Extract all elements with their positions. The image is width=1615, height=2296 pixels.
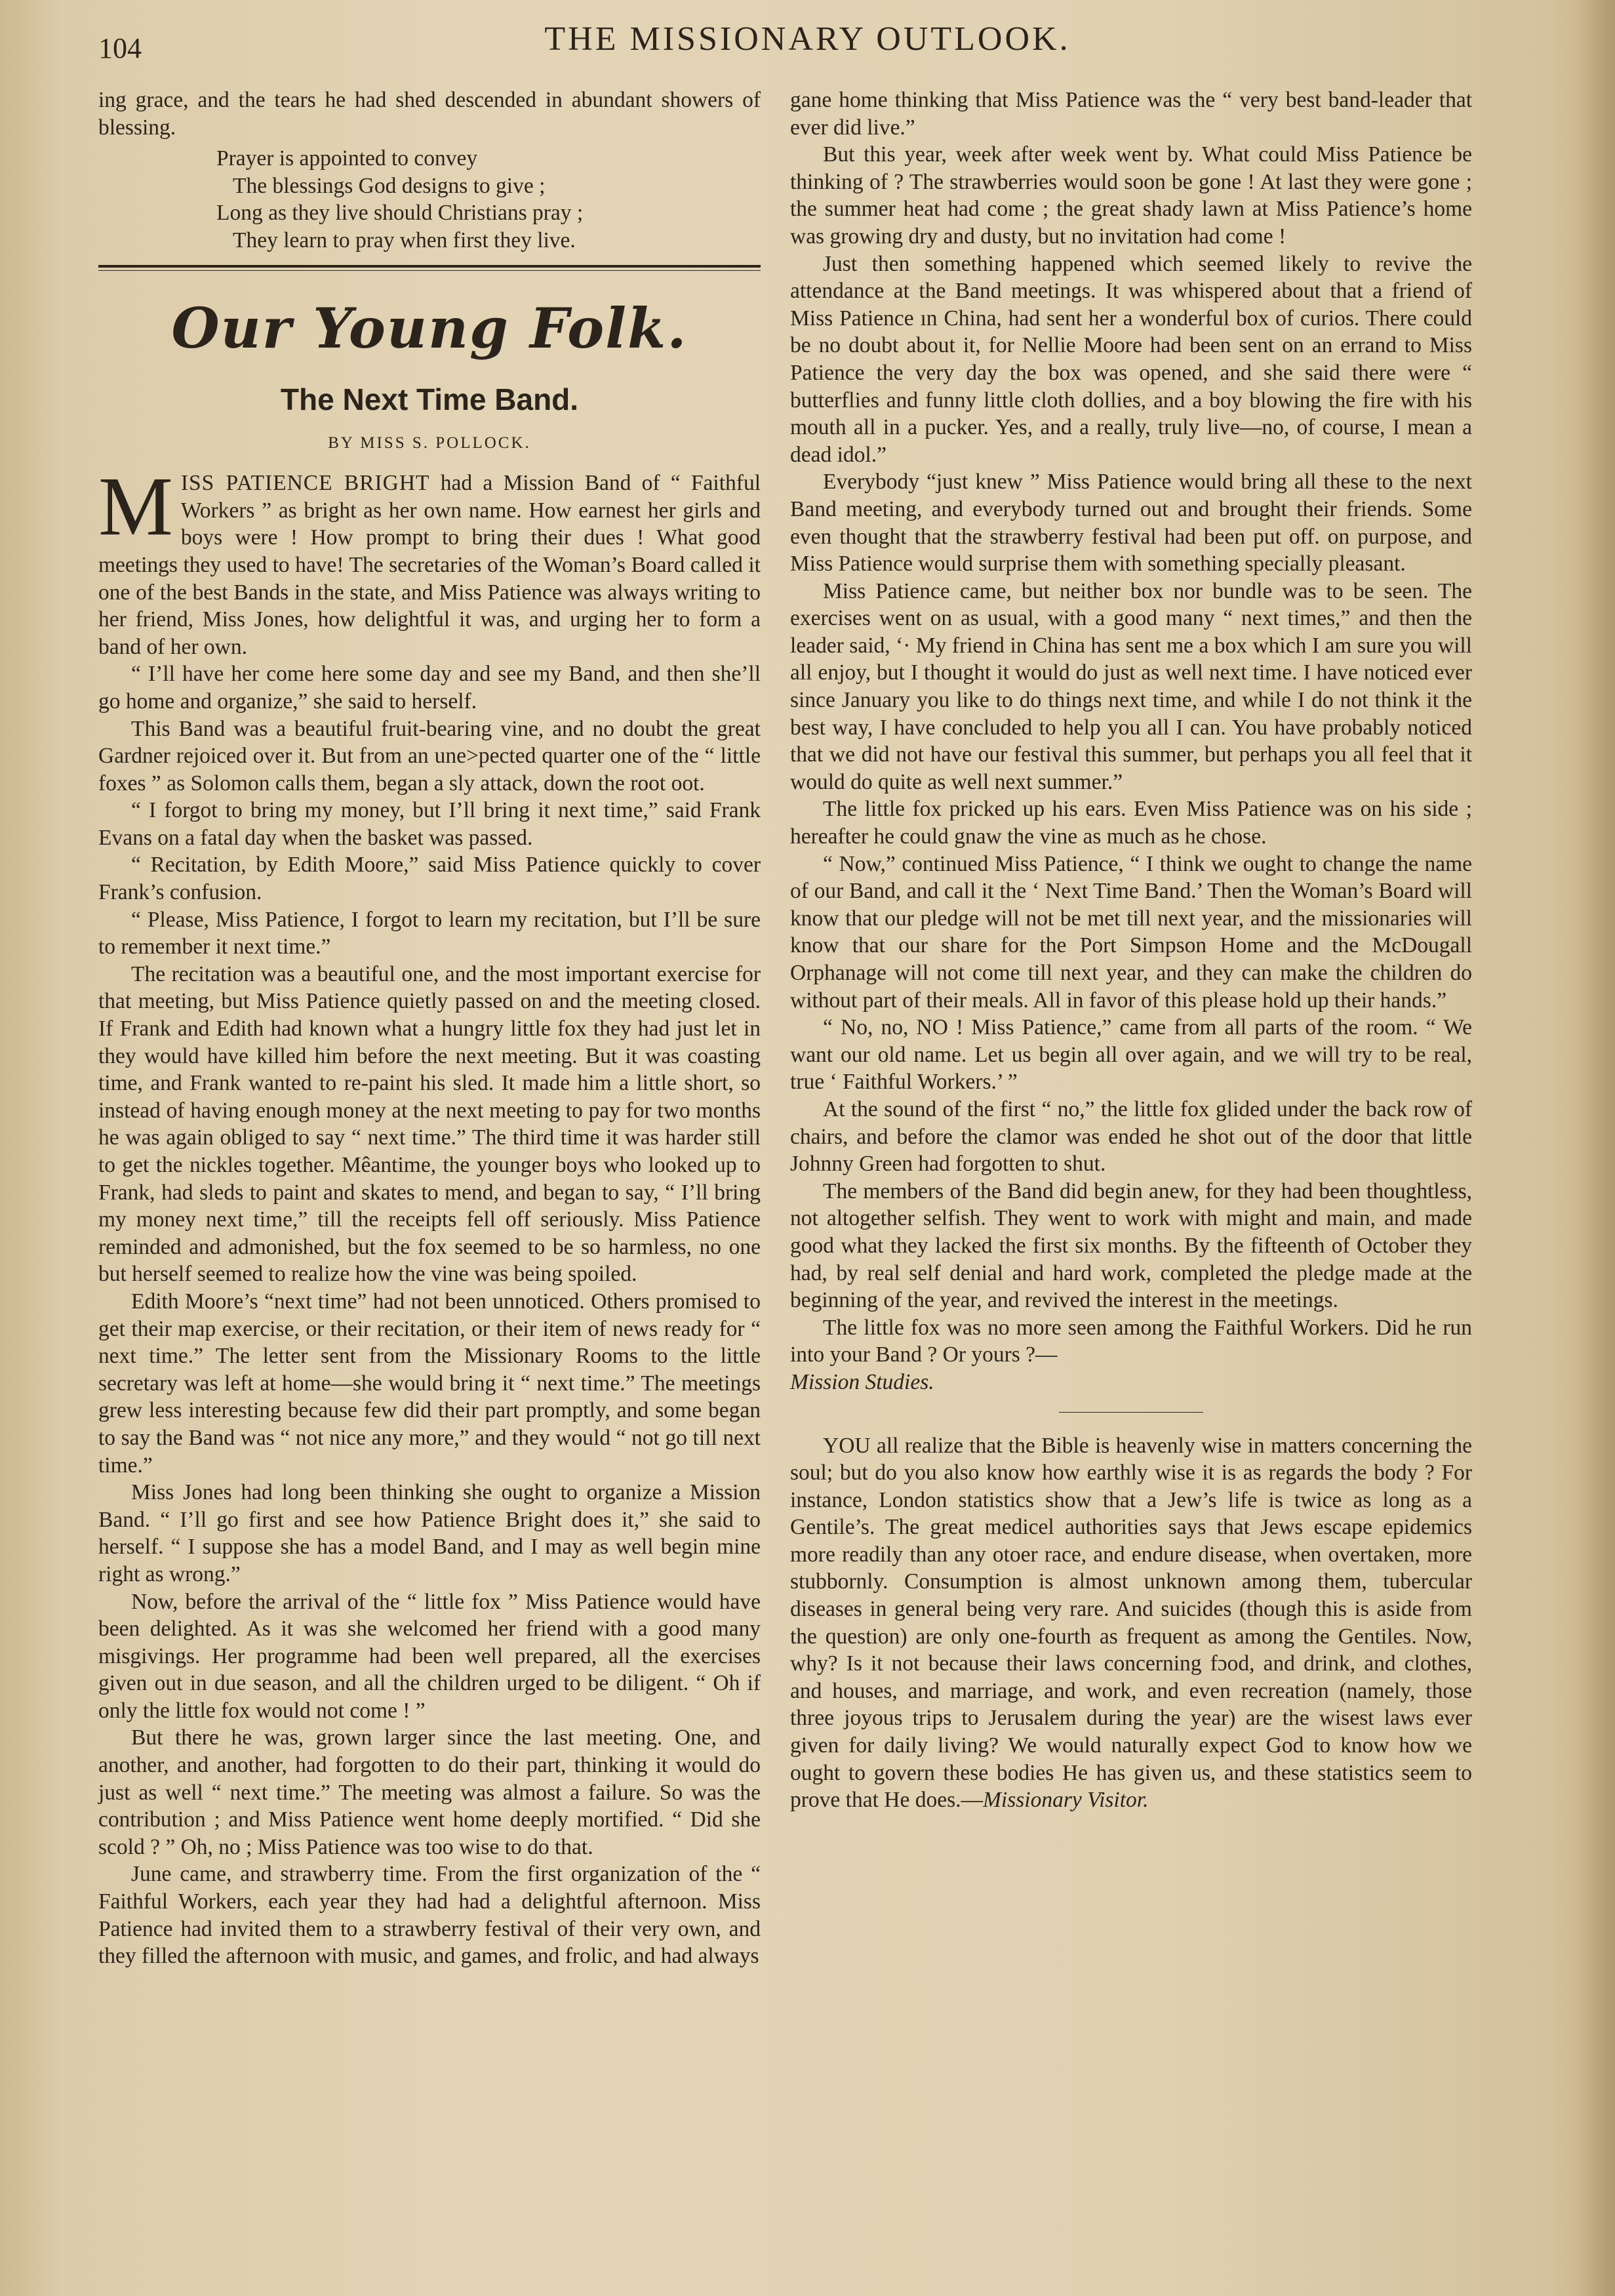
drop-cap: M bbox=[98, 460, 173, 554]
paragraph: Everybody “just knew ” Miss Patience would bring all these to the next Band meeting, and everybody turned out and brought their friends. Some even thought that the strawberry festival had been put off. on purpose, and Miss Patience would surprise them with something specially pleasant. bbox=[790, 470, 1472, 576]
opening-text: had a Mission Band of “ Faithful Workers ” as bright as her own name. How earnest her girls and boys were ! How prompt to bring their dues ! What good meetings they used to have! The secretaries of the Woman’s Board called it one of the best Bands in the state, and Miss Patience was always writing to her friend, Miss Jones, how delightful it was, and urging her to form a band of her own. bbox=[98, 471, 761, 659]
verse-line: Prayer is appointed to convey bbox=[216, 146, 478, 171]
byline: BY MISS S. POLLOCK. bbox=[328, 433, 531, 452]
article-paragraph bbox=[790, 1432, 1472, 1814]
paragraph: The recitation was a beautiful one, and the most important exercise for that meeting, but Miss Patience quietly passed on and the meeting closed. If Frank and Edith had known what a hungry little fox they had just let in they would have killed him before the next meeting. But it was coasting time, and Frank wanted to re-paint his sled. It made him a little short, so instead of having enough money at the next meeting to pay for two months he was again obliged to say “ next time.” The third time it was harder still to get the nickles together. Mêantime, the younger boys who looked up to Frank, had sleds to paint and skates to mend, and began to say, “ I’ll bring my money next time,” till the receipts fell off seriously. Miss Patience reminded and admonished, but the fox seemed to be so harmless, no one but herself seemed to realize how the vine was being spoiled. bbox=[98, 961, 761, 1287]
paragraph: This Band was a beautiful fruit-bearing vine, and no doubt the great Gardner rejoiced over it. But from an une>pected quarter one of the “ little foxes ” as Solomon calls them, began a sly attack, down the root oot. bbox=[98, 716, 761, 796]
paragraph: June came, and strawberry time. From the first organization of the “ Faithful Workers, each year they had had a delightful afternoon. Miss Patience had invited them to a strawberry festival of their very own, and they filled the afternoon with music, and games, and frolic, and had always bbox=[98, 1862, 761, 1969]
paragraph: The members of the Band did begin anew, for they had been thoughtless, not altogether selfish. They went to work with might and main, and made good what they lacked the first six months. By the fifteenth of October they had, by real self denial and hard work, completed the pledge made at the beginning of the year, and revived the interest in the meetings. bbox=[790, 1178, 1472, 1313]
running-head: THE MISSIONARY OUTLOOK. bbox=[544, 20, 1071, 58]
paragraph: Just then something happened which seemed likely to revive the attendance at the Band meetings. It was whispered about that a friend of Miss Patience ın China, had sent her a wonderful box of curios. There could be no doubt about it, for Nellie Moore had been sent on an errand to Miss Patience the very day the box was opened, and she said there were “ butterflies and funny little cloth dollies, and a boy blowing the fire with his mouth all in a pucker. Yes, and a really, truly live—no, of course, I mean a dead idol.” bbox=[790, 251, 1472, 467]
paragraph: “ I forgot to bring my money, but I’ll bring it next time,” said Frank Evans on a fatal day when the basket was passed. bbox=[98, 798, 761, 850]
source-credit: Mission Studies. bbox=[790, 1369, 934, 1394]
paragraph: Now, before the arrival of the “ little fox ” Miss Patience would have been delighted. As it was she welcomed her friend with a good many misgivings. Her programme had been well prepared, all the exercises given out in due season, and all the children urged to be diligent. “ Oh if only the little fox would not come ! ” bbox=[98, 1589, 761, 1723]
opening-paragraph bbox=[98, 460, 761, 660]
paragraph: But this year, week after week went by. What could Miss Patience be thinking of ? The strawberries would soon be gone ! At last they were gone ; the summer heat had come ; the great shady lawn at Miss Patience’s home was growing dry and dusty, but no invitation had come ! bbox=[790, 142, 1472, 249]
carryover-text: ing grace, and the tears he had shed descended in abundant showers of blessing. bbox=[98, 88, 761, 140]
story-title: The Next Time Band. bbox=[280, 382, 579, 416]
page-edge-shadow bbox=[1576, 0, 1615, 2296]
verse-line: The blessings God designs to give ; bbox=[233, 173, 546, 198]
paragraph: “ Now,” continued Miss Patience, “ I think we ought to change the name of our Band, and call it the ‘ Next Time Band.’ Then the Woman’s Board will know that our pledge will not be met till next year, and the missionaries will know that our share for the Port Simpson Home and the McDougall Orphanage will not come till next year, and they can make the children do without part of their meals. All in favor of this please hold up their hands.” bbox=[790, 851, 1472, 1013]
section-divider bbox=[98, 265, 761, 271]
left-column bbox=[98, 87, 761, 1970]
paragraph: At the sound of the first “ no,” the little fox glided under the back row of chairs, and before the clamor was ended he shot out of the door that little Johnny Green had forgotten to shut. bbox=[790, 1097, 1472, 1177]
article-text: YOU all realize that the Bible is heavenly wise in matters concerning the soul; but do you also know how earthly wise it is as regards the body ? For instance, London statistics show that a Jew’s life is twice as long as a Gentile’s. The great medicel authorities says that Jews escape epidemics more readily than any otoer race, and endure disease, when overtaken, more stubbornly. Consumption is almost unknown among them, tubercular diseases in general being very rare. And suicides (though this is aside from the question) are only one-fourth as frequent as among the Gentiles. Now, why? Is it not because their laws concerning fɔod, and drink, and clothes, and houses, and marriage, and work, and even recreation (namely, those three joyous trips to Jerusalem during the year) are the wisest laws ever given for daily living? We would naturally expect God to know how we ought to govern these bodies He has given us, and these statistics seem to prove that He does.— bbox=[790, 1433, 1472, 1813]
paragraph: “ No, no, NO ! Miss Patience,” came from all parts of the room. “ We want our old name. Let us begin all over again, and we will try to be real, true ‘ Faithful Workers.’ ” bbox=[790, 1015, 1472, 1095]
paragraph: Edith Moore’s “next time” had not been unnoticed. Others promised to get their map exercise, or their recitation, or their item of news ready for “ next time.” The letter sent from the Missionary Rooms to the little secretary was left at home—she would bring it “ next time.” The meetings grew less interesting because few did their part promptly, and some began to say the Band was “ not nice any more,” and they would “ not go till next time.” bbox=[98, 1289, 761, 1478]
paragraph: Miss Jones had long been thinking she ought to organize a Mission Band. “ I’ll go first and see how Patience Bright does it,” she said to herself. “ I suppose she has a model Band, and I may as well begin mine right as wrong.” bbox=[98, 1480, 761, 1586]
verse bbox=[98, 145, 761, 254]
carryover-text: gane home thinking that Miss Patience was the “ very best band-leader that ever did live.” bbox=[790, 88, 1472, 140]
paragraph: “ Please, Miss Patience, I forgot to learn my recitation, but I’ll be sure to remember it next time.” bbox=[98, 907, 761, 959]
paragraph: Miss Patience came, but neither box nor bundle was to be seen. The exercises went on as usual, with a good many “ next times,” and then the leader said, ‘· My friend in China has sent me a box which I am sure you will all enjoy, but I thought it would do just as well next time. I have noticed ever since January you like to do things next time, and while I do not think it the best way, I have concluded to help you all I can. You have probably noticed that we did not have our festival this summer, but perhaps you all feel that it would do quite as well next summer.” bbox=[790, 578, 1472, 794]
right-column bbox=[790, 87, 1472, 1814]
page-number: 104 bbox=[98, 32, 142, 64]
paragraph: But there he was, grown larger since the last meeting. One, and another, and another, had forgotten to do their part, thinking it would do just as well “ next time.” The meeting was almost a failure. So was the contribution ; and Miss Patience went home deeply mortified. “ Did she scold ? ” Oh, no ; Miss Patience was too wise to do that. bbox=[98, 1725, 761, 1859]
paragraph-text: The little fox was no more seen among the Faithful Workers. Did he run into your Band ? Or yours ?— bbox=[790, 1315, 1472, 1367]
paragraph: “ Recitation, by Edith Moore,” said Miss Patience quickly to cover Frank’s confusion. bbox=[98, 853, 761, 905]
paragraph: “ I’ll have her come here some day and see my Band, and then she’ll go home and organize,” she said to herself. bbox=[98, 662, 761, 714]
paragraph: The little fox pricked up his ears. Even Miss Patience was on his side ; hereafter he could gnaw the vine as much as he chose. bbox=[790, 797, 1472, 849]
verse-line: Long as they live should Christians pray ; bbox=[216, 201, 584, 226]
closing-paragraph bbox=[790, 1314, 1472, 1396]
verse-line: They learn to pray when first they live. bbox=[233, 228, 576, 252]
section-title: Our Young Folk. bbox=[171, 295, 688, 361]
short-divider bbox=[1059, 1412, 1203, 1413]
opening-caps: ISS PATIENCE BRIGHT bbox=[180, 471, 430, 496]
source-credit: Missionary Visitor. bbox=[982, 1788, 1149, 1813]
